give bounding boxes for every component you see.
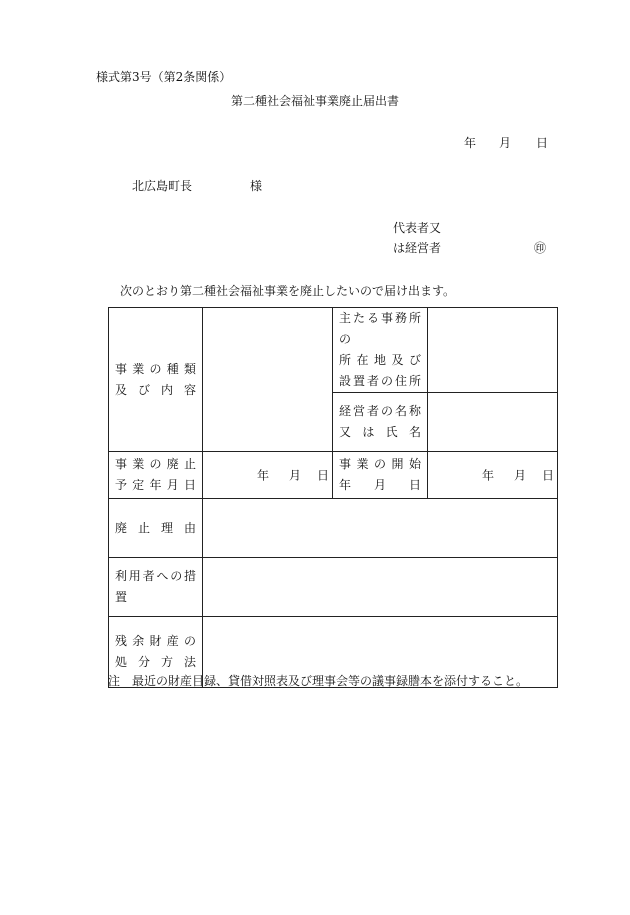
honorific: 様 [250,179,263,193]
document-title: 第二種社会福祉事業廃止届出書 [230,94,399,108]
submission-date-day: 日 [536,136,549,150]
start-date-year: 年 [482,468,495,483]
user-measures-label: 利用者への措置 [109,558,203,617]
submission-date-month: 月 [499,136,512,150]
start-date-label: 事業の開始 年月日 [333,452,428,499]
abolish-reason-label: 廃止理由 [109,499,203,558]
seal-mark: ㊞ [534,241,547,255]
abolish-reason-field[interactable] [203,499,558,558]
business-type-label: 事業の種類 及び内容 [109,308,203,452]
abolish-date-year: 年 [257,468,270,483]
operator-name-field[interactable] [428,393,558,452]
user-measures-field[interactable] [203,558,558,617]
addressee: 北広島町長 [132,179,193,193]
start-date-month: 月 [514,468,527,483]
abolish-date-label: 事業の廃止 予定年月日 [109,452,203,499]
intro-text: 次のとおり第二種社会福祉事業を廃止したいので届け出ます。 [120,284,456,298]
footnote: 注 最近の財産目録、貸借対照表及び理事会等の議事録謄本を添付すること。 [108,674,529,688]
operator-name-label: 経営者の名称 又は氏名 [333,393,428,452]
residual-assets-label: 残余財産の 処分方法 [109,617,203,688]
start-date-day: 日 [542,468,555,483]
submission-date-year: 年 [464,136,477,150]
form-table [108,307,558,688]
representative-label-line2: は経営者 [393,241,442,255]
abolish-date-day: 日 [317,468,330,483]
office-address-field[interactable] [428,308,558,393]
start-date-field[interactable] [428,452,558,499]
office-address-label: 主たる事務所の 所在地及び 設置者の住所 [333,308,428,393]
form-number: 様式第3号（第2条関係） [96,70,232,84]
representative-label-line1: 代表者又 [393,221,442,235]
abolish-date-field[interactable] [203,452,333,499]
abolish-date-month: 月 [289,468,302,483]
business-type-field[interactable] [203,308,333,452]
